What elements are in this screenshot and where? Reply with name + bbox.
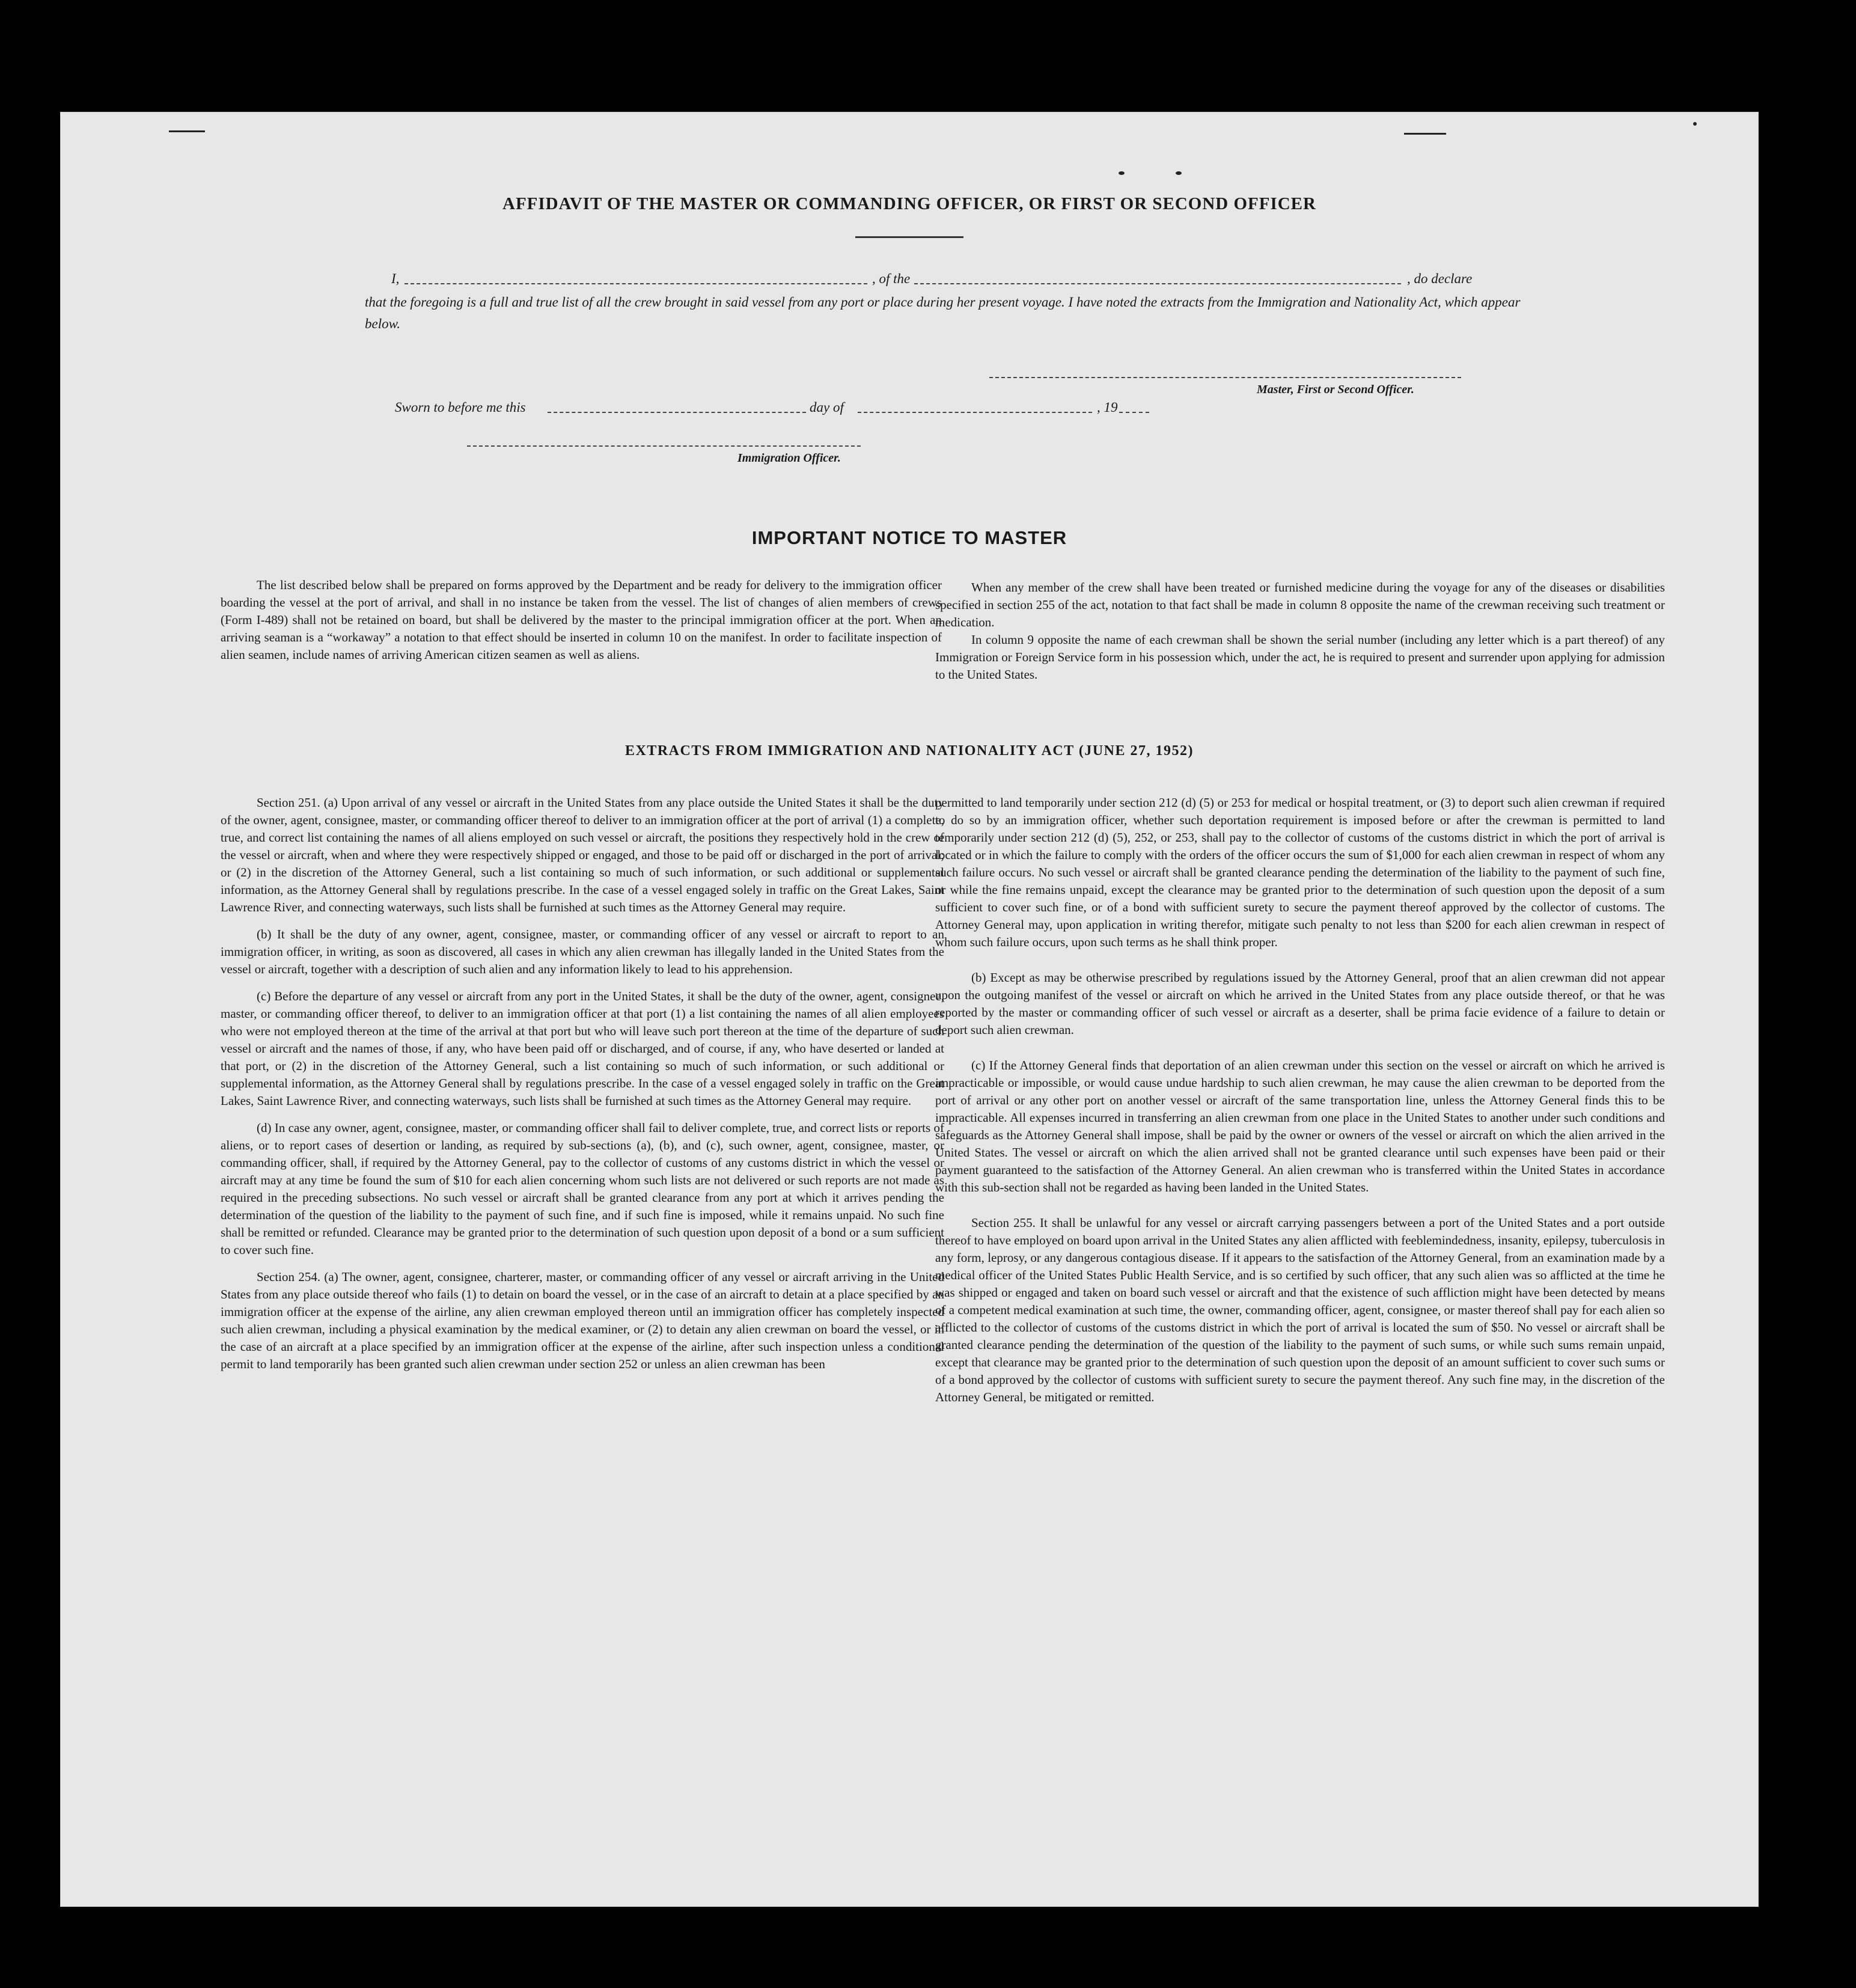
section-254-c: (c) If the Attorney General finds that deportation of an alien crewman under this section on the vessel or aircraft on which he arrived is impracticable or impossible, or would cause undue hardship to such alien crewman, he may cause the alien crewman to be deported from the port of arrival or any other port on another vessel or aircraft of the same transportation line, unless the Attorney General finds this to be impracticable. All expenses incurred in transferring an alien crewman from one place in the United States to another under such conditions and safeguards as the Attorney General shall impose, shall be paid by the owner or owners of the vessel or aircraft on which the alien arrived in the United States. The vessel or aircraft on which the alien arrived shall not be granted clearance until such expenses have been paid or their payment guaranteed to the satisfaction of the Attorney General. An alien crewman who is transferred within the United States in accordance with this sub-section shall not be regarded as having been landed in the United States. [935, 1058, 1665, 1194]
declaration-body: that the foregoing is a full and true list of all the crew brought in said vessel from any port or place during her present voyage. I have noted the extracts from the Immigration and Nationality Act, which appear below. [365, 295, 1521, 331]
sworn-day-blank[interactable] [548, 412, 806, 413]
extracts-title: EXTRACTS FROM IMMIGRATION AND NATIONALITY ACT (JUNE 27, 1952) [625, 743, 1194, 759]
ink-speck [1404, 133, 1446, 135]
notice-paragraph: When any member of the crew shall have been treated or furnished medicine during the voyage for any of the diseases or disabilities specified in section 255 of the act, notation to that fact shall be made in column 8 opposite the name of the crewman receiving such treatment or medication. [935, 580, 1665, 629]
section-251-c: (c) Before the departure of any vessel or aircraft from any port in the United States, it shall be the duty of the owner, agent, consignee, master, or commanding officer thereof, to deliver to an immigration officer at that port (1) a list containing the names of all alien employees who were not employed thereon at the time of the arrival at that port but who will leave such port thereon at the time of the departure of such vessel or aircraft and the names of those, if any, who have been paid off or discharged, and of course, if any, who have deserted or landed at that port, or (2) in the discretion of the Attorney General, such a list containing so much of such information, or such additional or supplemental information, as the Attorney General shall by regulations prescribe. In the case of a vessel engaged solely in traffic on the Great Lakes, Saint Lawrence River, and connecting waterways, such lists shall be furnished at such times as the Attorney General may require. [221, 989, 944, 1108]
sworn-line [395, 399, 1236, 419]
officer-signature-blank[interactable] [467, 445, 861, 447]
declaration-declare-label: , do declare [1407, 271, 1473, 286]
sworn-year-blank[interactable] [1119, 412, 1149, 413]
ink-speck [1176, 171, 1182, 175]
master-signature-label: Master, First or Second Officer. [1257, 383, 1414, 396]
title-underline [855, 236, 963, 238]
vessel-name-blank[interactable] [914, 283, 1401, 284]
officer-signature-label: Immigration Officer. [737, 451, 841, 465]
section-255: Section 255. It shall be unlawful for any vessel or aircraft carrying passengers between a port of the United States and a port outside thereof to have employed on board upon arrival in the United States any alien afflicted with feeblemindedness, insanity, epilepsy, tuberculosis in any form, leprosy, or any dangerous contagious disease. If it appears to the satisfaction of the Attorney General, from an examination made by a medical officer of the United States Public Health Service, and is so certified by such officer, that any such alien was so afflicted at the time he was shipped or engaged and taken on board such vessel or aircraft and that the existence of such affliction might have been detected by means of a competent medical examination at such time, the owner, commanding officer, agent, consignee, or master thereof shall pay for each alien so afflicted to the collector of customs of the customs district in which the port of arrival is located the sum of $50. No vessel or aircraft shall be granted clearance pending the determination of the question of the liability to the payment of such sums, or while such sums remain unpaid, except that clearance may be granted prior to the determination of such question upon the deposit of an amount sufficient to cover such sums or of a bond approved by the collector of customs with sufficient surety to secure the payment thereof. Any such fine may, in the discretion of the Attorney General, be mitigated or remitted. [935, 1216, 1665, 1404]
declaration-of-the-label: , of the [872, 271, 911, 286]
notice-left-column [221, 577, 942, 664]
extracts-left-column [221, 794, 944, 1373]
master-signature-blank[interactable] [989, 377, 1461, 378]
section-254-b: (b) Except as may be otherwise prescribed by regulations issued by the Attorney General, proof that an alien crewman did not appear upon the outgoing manifest of the vessel or aircraft on which he arrived in the United States from any place outside thereof, or that he was reported by the master or commanding officer of such vessel or aircraft as a deserter, shall be prima facie evidence of a failure to detain or deport such alien crewman. [935, 970, 1665, 1037]
master-name-blank[interactable] [404, 283, 867, 284]
ink-speck [1693, 122, 1697, 126]
notice-right-column [935, 579, 1665, 684]
section-251-b: (b) It shall be the duty of any owner, agent, consignee, master, or commanding officer of any vessel or aircraft to report to an immigration officer, in writing, as soon as discovered, all cases in which any alien crewman has illegally landed in the United States from the vessel or aircraft, together with a description of such alien and any information likely to lead to his apprehension. [221, 927, 944, 976]
section-254-a: Section 254. (a) The owner, agent, consignee, charterer, master, or commanding officer of any vessel or aircraft arriving in the United States from any place outside thereof who fails (1) to detain on board the vessel, or in the case of an aircraft to detain at a place specified by an immigration officer at the expense of the airline, any alien crewman employed thereon until an immigration officer has completely inspected such alien crewman, including a physical examination by the medical examiner, or (2) to detain any alien crewman on board the vessel, or in the case of an aircraft at a place specified by an immigration officer at the expense of the airline, after such inspection unless a conditional permit to land temporarily has been granted such alien crewman under section 252 or unless an alien crewman has been [221, 1270, 944, 1371]
section-251-d: (d) In case any owner, agent, consignee, master, or commanding officer shall fail to deliver complete, true, and correct lists or reports of aliens, or to report cases of desertion or landing, as required by sub-sections (a), (b), and (c), such owner, agent, consignee, master, or commanding officer, shall, if required by the Attorney General, pay to the collector of customs of any customs district in which the vessel or aircraft may at any time be found the sum of $10 for each alien concerning whom such lists are not delivered or such reports are not made as required in the preceding subsections. No such vessel or aircraft shall be granted clearance from any port at which it arrives pending the determination of the question of the liability to the payment of such fine, and if such fine is imposed, while it remains unpaid. No such fine shall be remitted or refunded. Clearance may be granted prior to the determination of such question upon deposit of a bond or a sum sufficient to cover such fine. [221, 1121, 944, 1257]
year-label: , 19 [1097, 400, 1118, 415]
ink-speck [169, 130, 205, 132]
notice-title: IMPORTANT NOTICE TO MASTER [751, 527, 1067, 548]
document-sheet [60, 112, 1759, 1907]
sworn-month-blank[interactable] [858, 412, 1092, 413]
affidavit-title: AFFIDAVIT OF THE MASTER OR COMMANDING OFFICER, OR FIRST OR SECOND OFFICER [502, 194, 1316, 213]
section-251-a: Section 251. (a) Upon arrival of any vessel or aircraft in the United States from any place outside the United States it shall be the duty of the owner, agent, consignee, master, or commanding officer thereof to deliver to an immigration officer at the port of arrival (1) a complete, true, and correct list containing the names of all aliens employed on such vessel or aircraft, the positions they respectively hold in the crew of the vessel or aircraft, when and where they were respectively shipped or engaged, and those to be paid off or discharged in the port of arrival; or (2) in the discretion of the Attorney General, such a list containing so much of such information, or such additional or supplemental information, as the Attorney General shall by regulations prescribe. In the case of a vessel engaged solely in traffic on the Great Lakes, Saint Lawrence River, and connecting waterways, such lists shall be furnished at such times as the Attorney General may require. [221, 795, 944, 914]
section-254-a-continued: permitted to land temporarily under section 212 (d) (5) or 253 for medical or hospital treatment, or (3) to deport such alien crewman if required to do so by an immigration officer, whether such deportation requirement is imposed before or after the crewman is permitted to land temporarily under section 212 (d) (5), 252, or 253, shall pay to the collector of customs of the customs district in which the port of arrival is located or in which the failure to comply with the orders of the officer occurs the sum of $1,000 for each alien crewman in respect of whom any such failure occurs. No such vessel or aircraft shall be granted clearance pending the determination of the liability to the payment of such fine, or while the fine remains unpaid, except the clearance may be granted prior to the determination of such question upon the deposit of a sum sufficient to cover such fine, or of a bond with sufficient surety to secure the payment thereof approved by the collector of customs. The Attorney General may, upon application in writing therefor, mitigate such penalty to not less than $200 for each alien crewman in respect of whom such failure occurs, upon such terms as he shall think proper. [935, 795, 1665, 949]
declaration-i-label: I, [391, 271, 400, 286]
ink-speck [1119, 171, 1125, 175]
notice-paragraph: In column 9 opposite the name of each crewman shall be shown the serial number (including any letter which is a part thereof) of any Immigration or Foreign Service form in his possession which, under the act, he is required to present and surrender upon applying for admission to the United States. [935, 632, 1665, 682]
notice-paragraph: The list described below shall be prepared on forms approved by the Department and be ready for delivery to the immigration officer boarding the vessel at the port of arrival, and shall in no instance be taken from the vessel. The list of changes of alien members of crews (Form I-489) shall not be retained on board, but shall be delivered by the master to the principal immigration officer at the port. When an arriving seaman is a “workaway” a notation to that effect should be inserted in column 10 on the manifest. In order to facilitate inspection of alien seamen, include names of arriving American citizen seamen as well as aliens. [221, 578, 942, 662]
declaration-line [391, 270, 1533, 290]
sworn-label: Sworn to before me this [395, 400, 526, 415]
day-of-label: day of [810, 400, 844, 415]
extracts-right-column [935, 794, 1665, 1406]
